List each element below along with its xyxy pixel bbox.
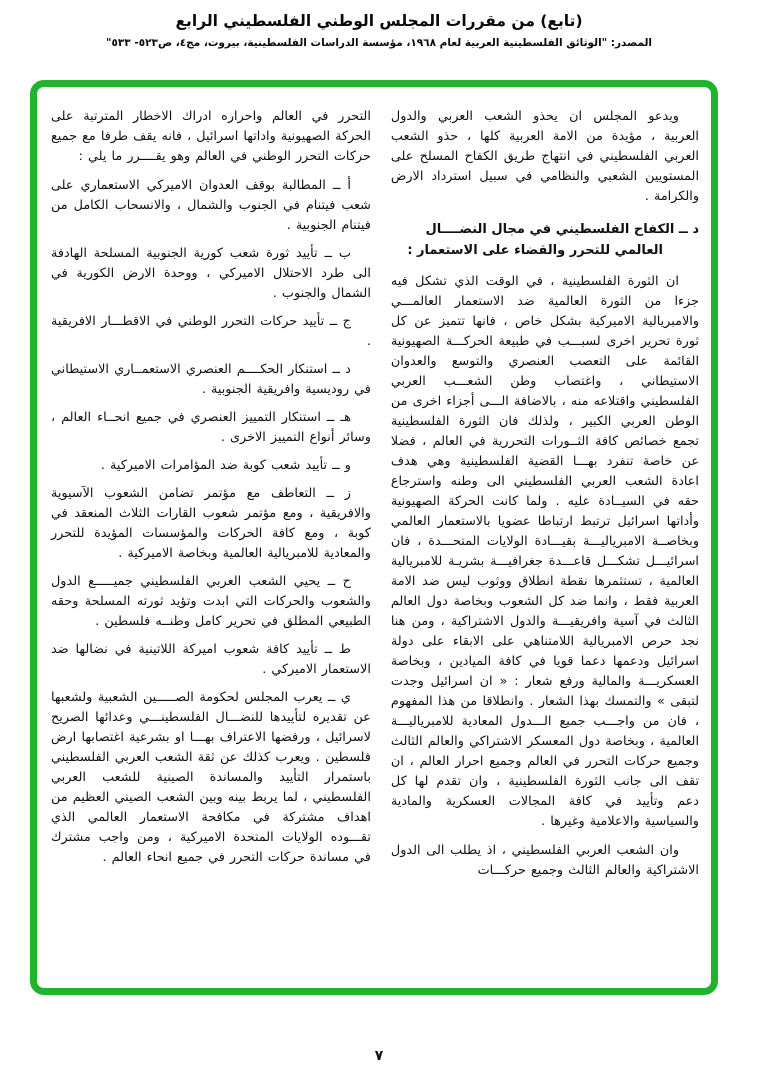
list-item-t: ط ــ تأييد كافة شعوب اميركة اللاتينية في نضالها ضد الاستعمار الاميركي . — [51, 642, 371, 677]
page-title: (تابع) من مقررات المجلس الوطني الفلسطيني الرابع — [175, 12, 583, 30]
paragraph-intro: ويدعو المجلس ان يحذو الشعب العربي والدول العربية ، مؤيدة من الامة العربية كلها ، حذو الشعب العربي الفلسطيني في انتهاج طريق الكفاح المسلح على المستويين الشعبي والنظامي في سبيل استرداد الارض والكرامة . — [390, 109, 699, 204]
list-item-y: ي ــ يعرب المجلس لحكومة الصـــــين الشعبية ولشعبها عن تقديره لتأييدها للنضـــال الفلسطينـــي وعدائها الصريح لاسرائيل ، ورفضها الاعتراف بهـــا او بشرعية اغتصابها ارض فلسطين . ويعرب كذلك عن ثقة الشعب العربي الفلسطيني باستمرار التأييد والمساندة الصينية للشعب العربي الفلسطيني ، لما يربط بينه وبين الشعب الصيني العظيم من اهداف مشتركة في مكافحة الاستعمار العالمي الذي تقـــوده الولايات المتحدة الاميركية ، ومن واجب مشترك في مساندة حركات التحرر في جميع انحاء العالم . — [51, 690, 371, 865]
paragraph-closing: وان الشعب العربي الفلسطيني ، اذ يطلب الى الدول الاشتراكية والعالم الثالث وجميع حركـــات — [390, 843, 699, 878]
section-heading-d: د ــ الكفاح الفلسطيني في مجال النضــــال العالمي للتحرر والقضاء على الاستعمار : — [407, 222, 699, 258]
list-item-d: د ــ استنكار الحكــــم العنصري الاستعمــاري الاستيطاني في روديسية وافريقية الجنوبية . — [51, 362, 371, 397]
list-item-j: ج ــ تأييد حركات التحرر الوطني في الاقطـــار الافريقية . — [51, 314, 371, 349]
two-column-layout — [37, 87, 711, 988]
column-right — [391, 107, 699, 978]
list-item-w: و ــ تأييد شعب كوبة ضد المؤامرات الاميركية . — [100, 458, 351, 473]
source-citation: المصدر: "الوثائق الفلسطينية العربية لعام ١٩٦٨، مؤسسة الدراسات الفلسطينية، بيروت، مج٤، ص٥٢٣- ٥٣٣" — [105, 37, 653, 49]
document-header — [0, 12, 758, 49]
list-item-b: ب ــ تأييد ثورة شعب كورية الجنوبية المسلحة الهادفة الى طرد الاحتلال الاميركي ، ووحدة الارض الكورية في الشمال والجنوب . — [51, 246, 371, 301]
list-item-z: ز ــ التعاطف مع مؤتمر تضامن الشعوب الآسيوية والافريقية ، ومع مؤتمر شعوب القارات الثلاث المنعقد في كوبة ، ومع كافة الحركات والمؤسسات المؤيدة للتحرر والمعادية للامبريالية العالمية وبخاصة الاميركية . — [51, 486, 371, 561]
paragraph-revolution: ان الثورة الفلسطينية ، في الوقت الذي تشكل فيه جزءا من الثورة العالمية ضد الاستعمار العالمـــي والامبريالية الاميركية بشكل خاص ، فانها تتميز عن كل ثورة تحرير اخرى لسبـــب في طبيعة الحركـــة الصهيونية القائمة على التعصب العنصري والتوسع والعدوان الاستيطاني ، واغتصاب وطن الشعـــب العربي الفلسطيني واقتلاعه منه ، بالاضافة الـــى أجزاء اخرى من الوطن العربي الكبير ، ولذلك فان الثورة الفلسطينية تجمع خصائص كافة الثــورات التحررية في العالم ، فضلا عن خاصة تنفرد بهـــا القضية الفلسطينية وهي هدف اعادة الشعب العربي الفلسطيني الى وطنه واسترجاع حقه في السيــادة عليه . ولما كانت الحركة الصهيونية وأداتها اسرائيل ترتبط ارتباطا عضويا بالاستعمار العالمي وبخاصــة الامبرياليـــة بقيـــادة الولايات المتحـــدة ، فان اسرائيـــل تشكـــل قاعـــدة جغرافيـــة بشريـة للامبريالية العالمية ، تستثمرها نقطة انطلاق ووثوب ليس ضد الامة العربية فقط ، وانما ضد كل الشعوب وبخاصة دول العالم الثالث في آسية وافريقيـــة والدول الاشتراكية ، ومن هنا نجد حرص الامبريالية اللامتناهي على الابقاء على دولة اسرائيل ودعمها دعما قويا في كافة الميادين ، وبخاصة العسكريـــة والمالية ورفع شعار : « ان اسرائيل وجدت لتبقى » والتمسك بهذا الشعار . وانطلاقا من هذا المفهوم ، فان من واجـــب جميع الـــدول المعادية للامبرياليـــة العالمية ، وبخاصة دول المعسكر الاشتراكي والعالم الثالث وجميع حركات التحرر في العالم وجميع احرار العالم ، ان تقف الى جانب الثورة الفلسطينية ، وان تقدم لها كل دعم وتأييد في كافة المجالات العسكرية والمادية والسياسية والاعلامية وغيرها . — [390, 274, 699, 829]
green-border-frame — [30, 80, 718, 995]
list-item-h: هـ ــ استنكار التمييز العنصري في جميع انحــاء العالم ، وسائر أنواع التمييز الاخرى . — [51, 410, 371, 445]
list-item-hh: ح ــ يحيي الشعب العربي الفلسطيني جميـــــع الدول والشعوب والحركات التي ابدت وتؤيد ثورته المسلحة وحقه الطبيعي المطلق في تحرير كامل وطنــه فلسطين . — [51, 574, 371, 629]
list-item-a: أ ــ المطالبة بوقف العدوان الاميركي الاستعماري على شعب فيتنام في الجنوب والشمال ، والانسحاب الكامل من فيتنام الجنوبية . — [51, 178, 371, 233]
column-left — [51, 107, 371, 978]
page-number: ٧ — [374, 1048, 384, 1064]
paragraph-continuation: التحرر في العالم واحراره ادراك الاخطار المترتبة على الحركة الصهيونية واداتها اسرائيل ، فانه يقف طرفا مع جميع حركات التحرر الوطني في العالم وهو يقــــرر ما يلي : — [51, 109, 371, 164]
